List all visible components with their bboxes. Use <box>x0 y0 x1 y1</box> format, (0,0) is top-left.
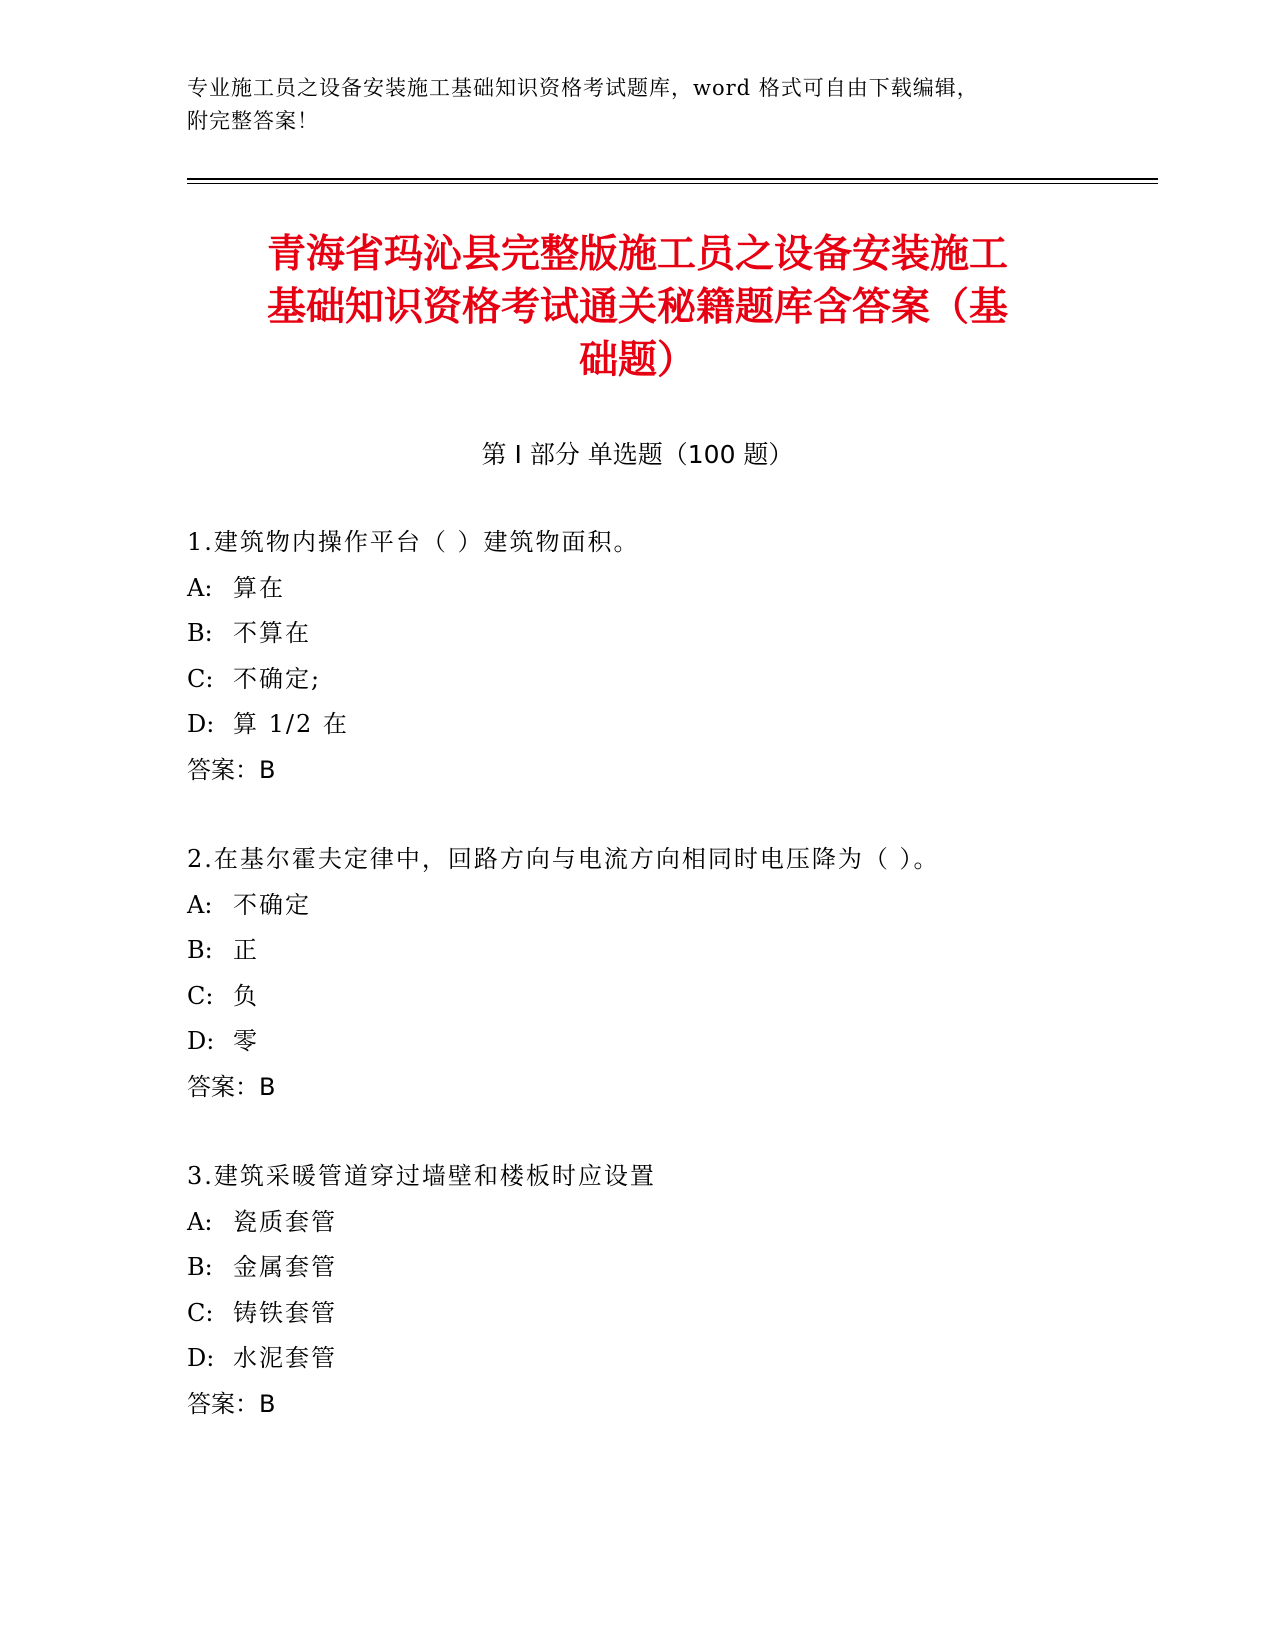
option-letter: C: <box>187 981 214 1010</box>
option-a <box>187 883 1147 929</box>
option-letter: D: <box>187 710 215 738</box>
option-letter: C: <box>187 1298 214 1327</box>
option-c <box>187 1291 1147 1337</box>
option-text: 铸铁套管 <box>233 1298 337 1327</box>
header-note-line-1: 专业施工员之设备安装施工基础知识资格考试题库，word 格式可自由下载编辑， <box>187 76 979 100</box>
option-letter: B: <box>187 619 213 647</box>
question-stem: 3.建筑采暖管道穿过墙壁和楼板时应设置 <box>187 1162 656 1190</box>
option-b <box>187 1245 1147 1291</box>
option-text: 正 <box>233 936 259 964</box>
option-letter: D: <box>187 1027 215 1055</box>
document-title-line-1: 青海省玛沁县完整版施工员之设备安装施工 <box>266 232 1008 277</box>
option-letter: C: <box>187 664 214 693</box>
option-text: 水泥套管 <box>233 1344 337 1372</box>
option-letter: A: <box>187 573 213 602</box>
option-letter: D: <box>187 1344 215 1372</box>
question-1 <box>187 520 1147 793</box>
document-title-line-2: 基础知识资格考试通关秘籍题库含答案（基 <box>266 285 1008 330</box>
option-text: 不算在 <box>233 619 311 647</box>
section-title: 第 I 部分 单选题（100 题） <box>481 440 794 469</box>
option-text: 金属套管 <box>233 1253 337 1281</box>
answer: 答案：B <box>187 755 276 784</box>
question-2 <box>187 837 1147 1110</box>
option-text: 不确定 <box>233 890 311 919</box>
answer: 答案：B <box>187 1389 276 1418</box>
option-d <box>187 1336 1147 1382</box>
header-note <box>187 72 1067 138</box>
option-text: 瓷质套管 <box>233 1207 337 1236</box>
option-letter: A: <box>187 1207 213 1236</box>
answer: 答案：B <box>187 1072 276 1101</box>
header-note-line-2: 附完整答案！ <box>187 109 319 133</box>
option-d <box>187 702 1147 748</box>
option-letter: B: <box>187 936 213 964</box>
option-d <box>187 1019 1147 1065</box>
option-b <box>187 928 1147 974</box>
question-stem: 2.在基尔霍夫定律中，回路方向与电流方向相同时电压降为（ ）。 <box>187 845 940 873</box>
option-text: 负 <box>233 981 259 1010</box>
option-c <box>187 657 1147 703</box>
option-text: 算 1/2 在 <box>233 710 349 738</box>
option-text: 零 <box>233 1027 259 1055</box>
option-a <box>187 566 1147 612</box>
document-title <box>187 228 1088 387</box>
option-letter: A: <box>187 890 213 919</box>
option-text: 算在 <box>233 573 285 602</box>
option-text: 不确定; <box>233 664 322 693</box>
question-3 <box>187 1154 1147 1427</box>
option-b <box>187 611 1147 657</box>
option-letter: B: <box>187 1253 213 1281</box>
option-c <box>187 974 1147 1020</box>
option-a <box>187 1200 1147 1246</box>
header-rule-thin <box>187 183 1158 184</box>
document-title-line-3: 础题） <box>578 338 696 383</box>
question-stem: 1.建筑物内操作平台（ ）建筑物面积。 <box>187 528 640 556</box>
header-rule-thick <box>187 178 1158 180</box>
